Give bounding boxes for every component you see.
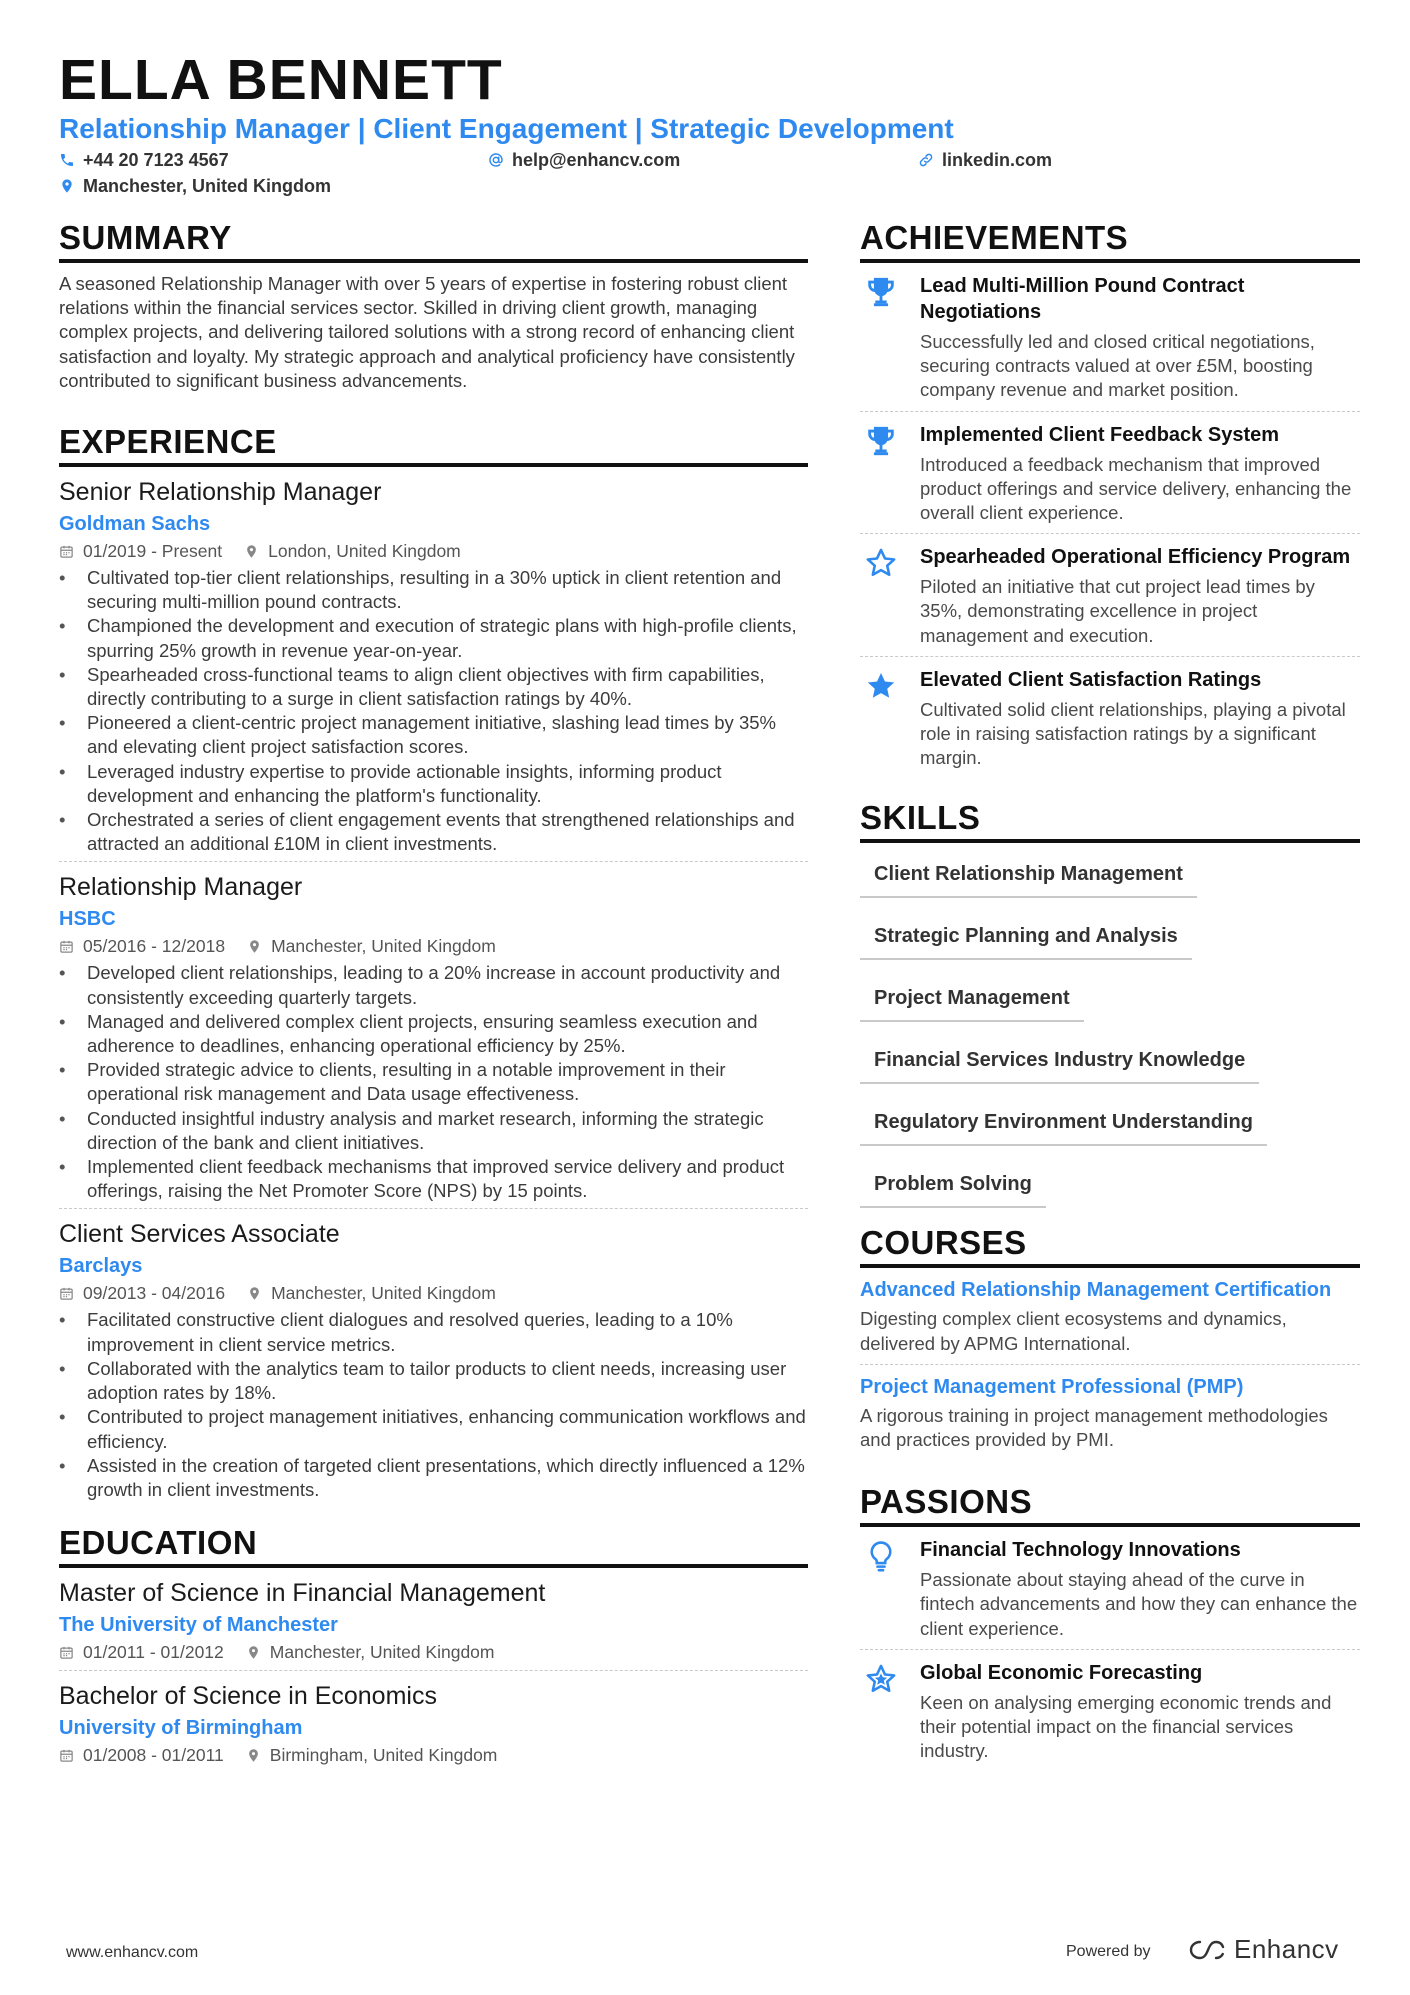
degree-title: Bachelor of Science in Economics	[59, 1682, 437, 1711]
job-title: Client Services Associate	[59, 1220, 340, 1249]
degree-title: Master of Science in Financial Management	[59, 1579, 546, 1608]
phone-text: +44 20 7123 4567	[83, 150, 229, 170]
skill-tag: Problem Solving	[860, 1165, 1046, 1208]
experience-entry	[59, 476, 808, 862]
calendar-icon	[59, 544, 74, 559]
contact-linkedin[interactable]	[918, 149, 1052, 171]
course-item	[860, 1365, 1360, 1460]
course-description: A rigorous training in project management methodologies and practices provided by PMI.	[860, 1404, 1328, 1451]
calendar-icon	[59, 1286, 74, 1301]
bullet-item: • Implemented client feedback mechanisms that improved service delivery and product offerings, raising the Net Promoter Score (NPS) by 15 points.	[59, 1155, 808, 1203]
school-name[interactable]: University of Birmingham	[59, 1717, 303, 1740]
star-outline-icon	[860, 544, 920, 648]
bullet-item: • Conducted insightful industry analysis and market research, informing the strategic direction of the bank and client initiatives.	[59, 1107, 808, 1155]
bullet-item: • Developed client relationships, leading to a 20% increase in account productivity and consistently exceeding quarterly targets.	[59, 961, 808, 1009]
company-name[interactable]: HSBC	[59, 908, 116, 931]
trophy-icon	[860, 422, 920, 526]
education-entry	[59, 1577, 808, 1671]
education-entry	[59, 1680, 808, 1773]
bullet-item: • Spearheaded cross-functional teams to align client objectives with firm capabilities, directly contributing to a surge in client satisfaction ratings by 40%.	[59, 663, 808, 711]
bullet-item: • Cultivated top-tier client relationships, resulting in a 30% uptick in client retention and securing multi-million pound contracts.	[59, 566, 808, 614]
job-meta	[59, 1281, 808, 1305]
candidate-name: ELLA BENNETT	[59, 48, 503, 112]
right-column	[860, 218, 1360, 1771]
enhancv-brand-text: Enhancv	[1234, 1934, 1339, 1964]
passions-description: Keen on analysing emerging economic trends and their potential impact on the financial services industry.	[920, 1691, 1332, 1762]
courses-list	[860, 1268, 1360, 1460]
headline: Relationship Manager | Client Engagement | Strategic Development	[59, 113, 954, 144]
star-badge-icon	[860, 1660, 920, 1764]
course-item	[860, 1268, 1360, 1364]
achievements-body	[920, 667, 1360, 771]
date-range: 01/2019 - Present	[83, 541, 223, 562]
star-filled-icon	[860, 667, 920, 771]
at-icon	[488, 152, 504, 168]
lightbulb-icon	[860, 1537, 920, 1641]
achievements-description: Successfully led and closed critical negotiations, securing contracts valued at over £5M, boosting company revenue and market position.	[920, 331, 1315, 401]
bullet-item: • Leveraged industry expertise to provide actionable insights, informing product development and enhancing the platform's functionality.	[59, 760, 808, 808]
summary-text: A seasoned Relationship Manager with over 5 years of expertise in fostering robust client relations within the financial services sector. Skilled in driving client growth, managing complex projects, and delivering tailored solutions with a strong record of enhancing client satisfaction and loyalty. My strategic approach and analytical proficiency have consistently contributed to significant business advancements.	[59, 273, 795, 391]
job-bullets	[59, 566, 808, 856]
school-name[interactable]: The University of Manchester	[59, 1614, 338, 1637]
education-meta	[59, 1640, 808, 1664]
bullet-item: • Facilitated constructive client dialogues and resolved queries, leading to a 10% improvement in client service metrics.	[59, 1308, 808, 1356]
passions-title: Global Economic Forecasting	[920, 1661, 1203, 1684]
achievements-title: Elevated Client Satisfaction Ratings	[920, 668, 1262, 691]
bullet-item: • Provided strategic advice to clients, resulting in a notable improvement in their operational risk management and Data usage effectiveness.	[59, 1058, 808, 1106]
bullet-item: • Collaborated with the analytics team to tailor products to client needs, increasing user adoption rates by 18%.	[59, 1357, 808, 1405]
date-range: 05/2016 - 12/2018	[83, 936, 226, 957]
achievements-item	[860, 263, 1360, 412]
location-text: Manchester, United Kingdom	[271, 1283, 496, 1304]
passions-list	[860, 1527, 1360, 1771]
skill-tag: Project Management	[860, 979, 1084, 1022]
contact-email[interactable]	[488, 149, 680, 171]
passions-item	[860, 1527, 1360, 1650]
location-pin-icon	[247, 1286, 262, 1301]
achievements-item	[860, 534, 1360, 657]
skill-tag: Regulatory Environment Understanding	[860, 1103, 1267, 1146]
summary-heading: SUMMARY	[59, 218, 808, 263]
job-bullets	[59, 1308, 808, 1502]
course-title[interactable]: Project Management Professional (PMP)	[860, 1375, 1244, 1398]
achievements-title: Lead Multi-Million Pound Contract Negotiations	[920, 275, 1245, 323]
date-range: 09/2013 - 04/2016	[83, 1283, 226, 1304]
location-text: Manchester, United Kingdom	[271, 936, 496, 957]
contact-location	[59, 175, 331, 197]
achievements-description: Piloted an initiative that cut project lead times by 35%, demonstrating excellence in project management and execution.	[920, 576, 1315, 646]
calendar-icon	[59, 1748, 74, 1763]
achievements-item	[860, 657, 1360, 779]
passions-title: Financial Technology Innovations	[920, 1539, 1241, 1562]
achievements-title: Implemented Client Feedback System	[920, 423, 1280, 446]
company-name[interactable]: Goldman Sachs	[59, 513, 211, 536]
achievements-heading: ACHIEVEMENTS	[860, 218, 1360, 263]
bullet-item: • Orchestrated a series of client engagement events that strengthened relationships and attracted an additional £10M in client investments.	[59, 808, 808, 856]
bullet-item: • Assisted in the creation of targeted client presentations, which directly influenced a 12% growth in client investments.	[59, 1454, 808, 1502]
course-description: Digesting complex client ecosystems and dynamics, delivered by APMG International.	[860, 1308, 1287, 1354]
location-pin-icon	[247, 939, 262, 954]
achievements-list	[860, 263, 1360, 778]
achievements-body	[920, 273, 1360, 403]
job-title: Senior Relationship Manager	[59, 478, 382, 507]
phone-icon	[59, 152, 75, 168]
left-column	[59, 218, 808, 1777]
calendar-icon	[59, 939, 74, 954]
company-name[interactable]: Barclays	[59, 1255, 143, 1278]
footer-url[interactable]: www.enhancv.com	[66, 1944, 199, 1961]
location-text: Manchester, United Kingdom	[269, 1642, 495, 1663]
achievements-title: Spearheaded Operational Efficiency Program	[920, 546, 1351, 569]
job-meta	[59, 539, 808, 563]
job-title: Relationship Manager	[59, 873, 303, 902]
passions-body	[920, 1660, 1360, 1764]
date-range: 01/2008 - 01/2011	[83, 1745, 224, 1766]
trophy-icon	[860, 273, 920, 403]
passions-heading: PASSIONS	[860, 1482, 1360, 1527]
skills-list	[860, 855, 1360, 1208]
link-icon	[918, 152, 934, 168]
bullet-item: • Pioneered a client-centric project management initiative, slashing lead times by 35% and elevating client project satisfaction scores.	[59, 711, 808, 759]
skill-tag: Strategic Planning and Analysis	[860, 917, 1192, 960]
location-text: Birmingham, United Kingdom	[269, 1745, 498, 1766]
passions-description: Passionate about staying ahead of the curve in fintech advancements and how they can enhance the client experience.	[920, 1569, 1358, 1639]
passions-item	[860, 1650, 1360, 1772]
achievements-description: Cultivated solid client relationships, playing a pivotal role in raising satisfaction ratings by a significant margin.	[920, 698, 1346, 769]
achievements-body	[920, 544, 1360, 648]
experience-heading: EXPERIENCE	[59, 422, 808, 467]
courses-heading: COURSES	[860, 1223, 1360, 1268]
bullet-item: • Championed the development and execution of strategic plans with high-profile clients, spurring 25% growth in revenue year-on-year.	[59, 614, 808, 662]
date-range: 01/2011 - 01/2012	[83, 1642, 224, 1663]
location-pin-icon	[244, 544, 259, 559]
contact-phone[interactable]	[59, 149, 229, 171]
location-pin-icon	[246, 1748, 261, 1763]
skill-tag: Financial Services Industry Knowledge	[860, 1041, 1259, 1084]
location-text: London, United Kingdom	[268, 541, 461, 562]
location-pin-icon	[246, 1645, 261, 1660]
achievements-body	[920, 422, 1360, 526]
experience-entry	[59, 871, 808, 1209]
skill-tag: Client Relationship Management	[860, 855, 1197, 898]
linkedin-text: linkedin.com	[942, 150, 1053, 170]
enhancv-logo-icon	[1186, 1938, 1230, 1962]
location-pin-icon	[59, 178, 75, 194]
education-heading: EDUCATION	[59, 1523, 808, 1568]
bullet-item: • Contributed to project management initiatives, enhancing communication workflows and efficiency.	[59, 1405, 808, 1453]
calendar-icon	[59, 1645, 74, 1660]
skills-heading: SKILLS	[860, 798, 1360, 843]
course-title[interactable]: Advanced Relationship Management Certification	[860, 1279, 1332, 1302]
passions-body	[920, 1537, 1360, 1641]
education-meta	[59, 1743, 808, 1767]
experience-entry	[59, 1218, 808, 1507]
experience-list	[59, 476, 808, 1507]
achievements-item	[860, 412, 1360, 535]
enhancv-logo[interactable]	[1186, 1934, 1339, 1965]
job-bullets	[59, 961, 808, 1203]
education-list	[59, 1577, 808, 1773]
location-text: Manchester, United Kingdom	[83, 176, 332, 196]
footer-powered-by: Powered by	[1066, 1943, 1151, 1960]
job-meta	[59, 934, 808, 958]
email-text: help@enhancv.com	[512, 150, 681, 170]
achievements-description: Introduced a feedback mechanism that improved product offerings and service delivery, enhancing the overall client experience.	[920, 453, 1352, 524]
bullet-item: • Managed and delivered complex client projects, ensuring seamless execution and adherence to deadlines, enhancing operational efficiency by 25%.	[59, 1010, 808, 1058]
